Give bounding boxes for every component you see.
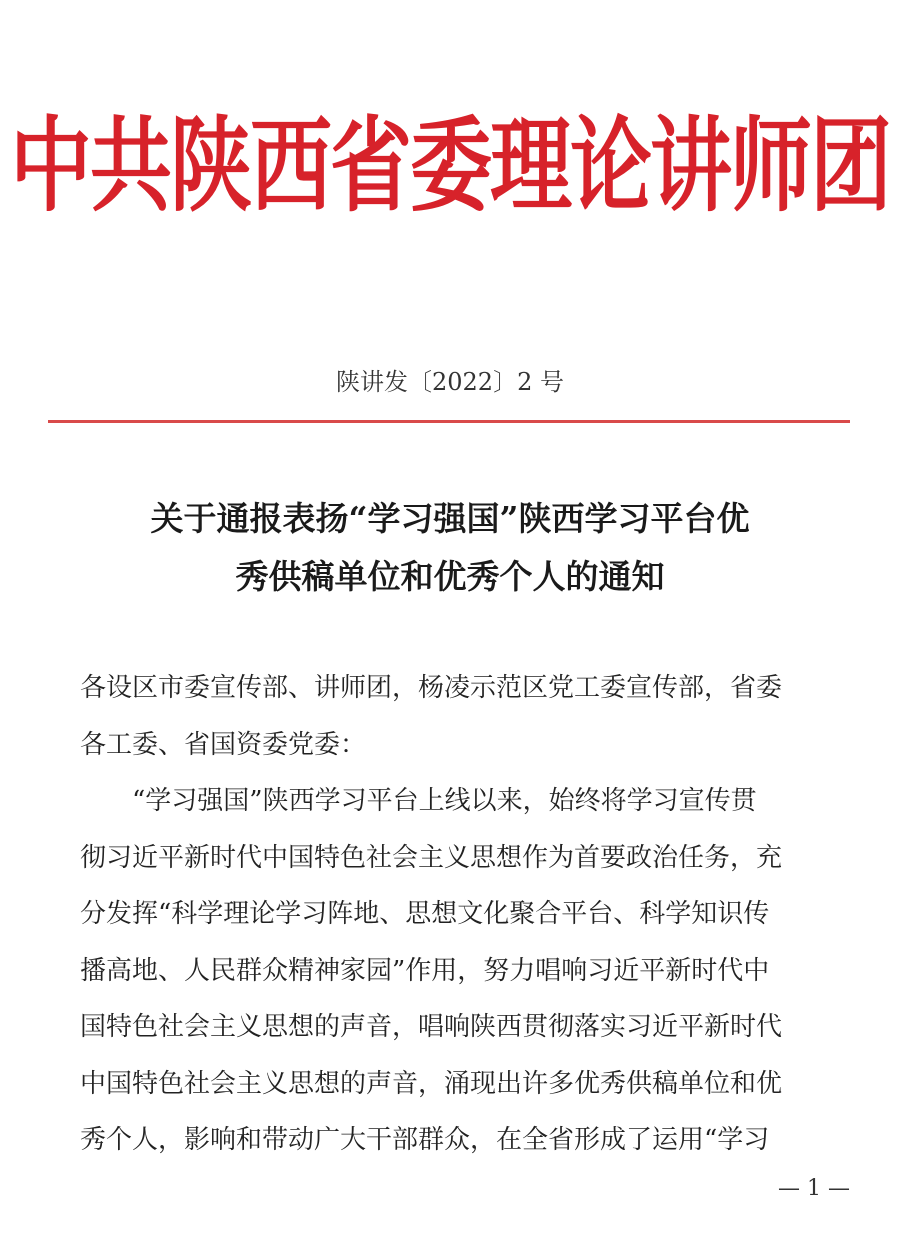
document-number: 陕讲发〔2022〕2 号 [336,368,564,396]
body-line: 分发挥“科学理论学习阵地、思想文化聚合平台、科学知识传 [80,899,770,929]
body-line: 播高地、人民群众精神家园”作用，努力唱响习近平新时代中 [80,955,770,986]
masthead-title: 中共陕西省委理论讲师团 [9,107,890,226]
page-number: — 1 — [778,1176,850,1201]
red-divider-line [48,420,850,423]
title-line-1: 关于通报表扬“学习强国”陕西学习平台优 [150,499,750,538]
body-line: “学习强国”陕西学习平台上线以来，始终将学习宣传贯 [132,786,757,816]
body-line: 各设区市委宣传部、讲师团，杨凌示范区党工委宣传部，省委 [80,673,783,703]
body-line: 国特色社会主义思想的声音，唱响陕西贯彻落实习近平新时代 [80,1012,783,1042]
title-line-2: 秀供稿单位和优秀个人的通知 [235,557,665,596]
body-line: 秀个人，影响和带动广大干部群众，在全省形成了运用“学习 [80,1125,770,1155]
body-text [80,660,860,1169]
body-line: 各工委、省国资委党委： [80,729,367,760]
body-line: 彻习近平新时代中国特色社会主义思想作为首要政治任务，充 [80,842,783,873]
document-title [60,490,840,606]
body-line: 中国特色社会主义思想的声音，涌现出许多优秀供稿单位和优 [80,1068,783,1099]
